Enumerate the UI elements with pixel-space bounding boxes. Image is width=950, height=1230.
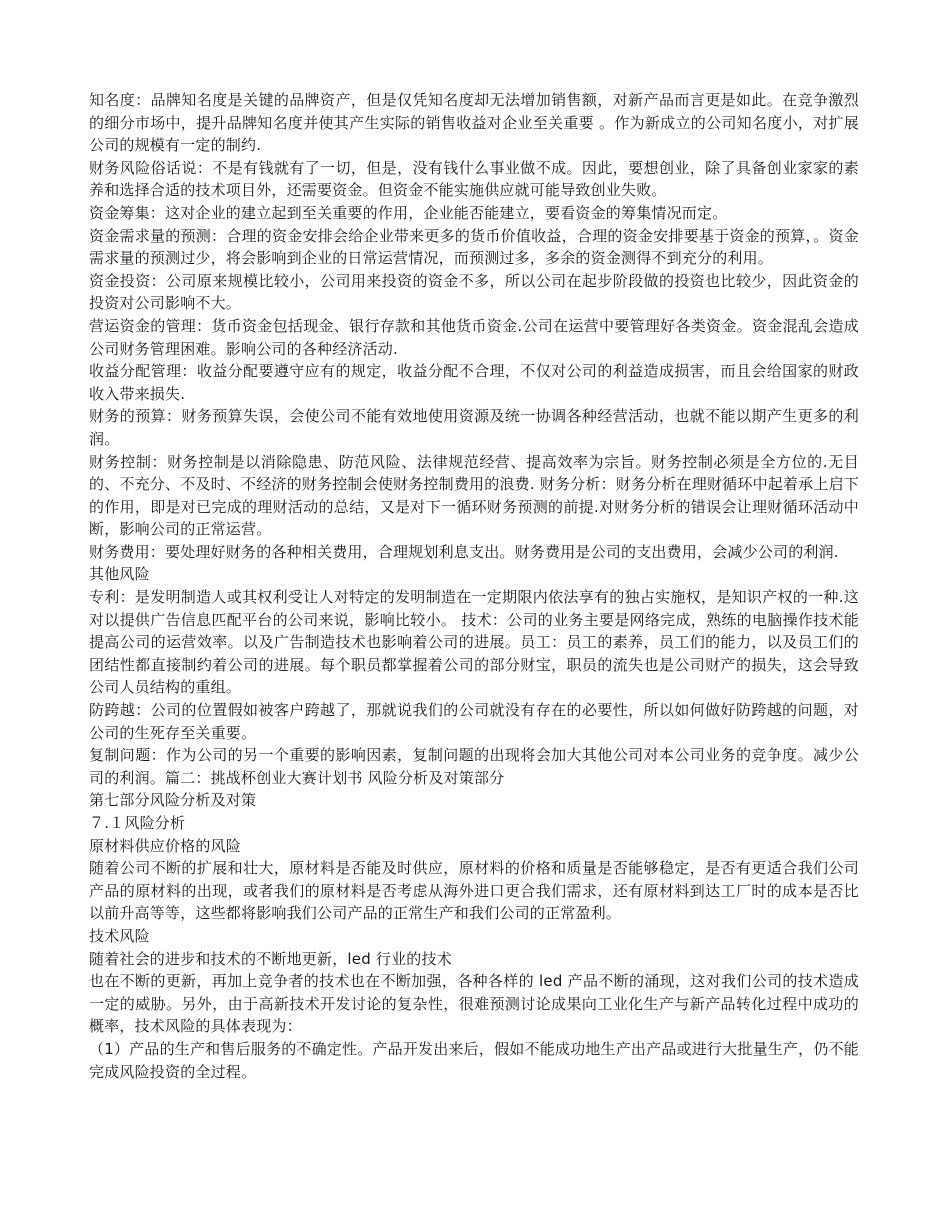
heading-part-seven: 第七部分风险分析及对策 <box>89 791 257 810</box>
paragraph-profit-distribution: 收益分配管理：收益分配要遵守应有的规定，收益分配不合理，不仅对公司的利益造成损害，而且会给国家的财政收入带来损失. <box>89 362 859 403</box>
paragraph-financial-control: 财务控制：财务控制是以消除隐患、防范风险、法律规范经营、提高效率为宗旨。财务控制必须是全方位的.无目的、不充分、不及时、不经济的财务控制会使财务控制费用的浪费. 财务分析：财务分析在理财循环中起着承上启下的作用，即是对已完成的理财活动的总结，又是对下一循环财务预测的前提.对财务分析的错误会让理财循环活动中断，影响公司的正常运营。 <box>89 452 859 539</box>
paragraph-fundraising: 资金筹集：这对企业的建立起到至关重要的作用，企业能否能建立，要看资金的筹集情况而定。 <box>89 203 728 222</box>
heading-section-7-1: ７.１风险分析 <box>89 814 186 832</box>
paragraph-anti-bypass: 防跨越：公司的位置假如被客户跨越了，那就说我们的公司就没有存在的必要性，所以如何做好防跨越的问题，对公司的生死存至关重要。 <box>89 701 859 742</box>
paragraph-led-industry: 随着社会的进步和技术的不断地更新，led 行业的技术 <box>89 949 452 968</box>
paragraph-copy-issue: 复制问题：作为公司的另一个重要的影响因素，复制问题的出现将会加大其他公司对本公司业务的竞争度。减少公司的利润。篇二：挑战杯创业大赛计划书 风险分析及对策部分 <box>89 746 859 787</box>
heading-other-risks: 其他风险 <box>89 565 150 584</box>
paragraph-working-capital: 营运资金的管理：货币资金包括现金、银行存款和其他货币资金.公司在运营中要管理好各类资金。资金混乱会造成公司财务管理困难。影响公司的各种经济活动. <box>89 316 859 358</box>
paragraph-capital-forecast: 资金需求量的预测：合理的资金安排会给企业带来更多的货币价值收益，合理的资金安排要基于资金的预算，。资金需求量的预测过少，将会影响到企业的日常运营情况，而预测过多，多余的资金测得不到充分的利用。 <box>89 226 859 268</box>
document-body <box>89 89 859 1083</box>
paragraph-financial-expenses: 财务费用：要处理好财务的各种相关费用，合理规划利息支出。财务费用是公司的支出费用，会减少公司的利润. <box>89 542 839 561</box>
paragraph-patent-tech-staff: 专利：是发明制造人或其权利受让人对特定的发明制造在一定期限内依法享有的独占实施权，是知识产权的一种.这对以提供广告信息匹配平台的公司来说，影响比较小。 技术：公司的业务主要是网络完成，熟练的电脑操作技术能提高公司的运营效率。以及广告制造技术也影响着公司的进展。员工：员工的素养，员工们的能力，以及员工们的团结性都直接制约着公司的进展。每个职员都掌握着公司的部分财宝，职员的流失也是公司财产的损失，这会导致公司人员结构的重组。 <box>89 588 859 697</box>
paragraph-production-uncertainty: （1）产品的生产和售后服务的不确定性。产品开发出来后，假如不能成功地生产出产品或进行大批量生产，仍不能完成风险投资的全过程。 <box>89 1039 859 1081</box>
paragraph-capital-investment: 资金投资：公司原来规模比较小，公司用来投资的资金不多，所以公司在起步阶段做的投资也比较少，因此资金的投资对公司影响不大。 <box>89 271 859 313</box>
heading-technology-risk: 技术风险 <box>89 926 150 945</box>
heading-raw-material-risk: 原材料供应价格的风险 <box>89 836 242 855</box>
paragraph-tech-competition: 也在不断的更新，再加上竞争者的技术也在不断加强，各种各样的 led 产品不断的涌现，这对我们公司的技术造成一定的威胁。另外，由于高新技术开发讨论的复杂性，很难预测讨论成果向工业化生产与新产品转化过程中成功的概率，技术风险的具体表现为： <box>89 972 859 1036</box>
paragraph-financial-risk: 财务风险俗话说：不是有钱就有了一切，但是，没有钱什么事业做不成。因此，要想创业，除了具备创业家家的素养和选择合适的技术项目外，还需要资金。但资金不能实施供应就可能导致创业失败。 <box>89 158 859 200</box>
paragraph-brand-awareness: 知名度：品牌知名度是关键的品牌资产，但是仅凭知名度却无法增加销售额，对新产品而言更是如此。在竞争激烈的细分市场中，提升品牌知名度并使其产生实际的销售收益对企业至关重要 。作为新成立的公司知名度小，对扩展公司的规模有一定的制约. <box>89 91 859 155</box>
paragraph-financial-budget: 财务的预算：财务预算失误，会使公司不能有效地使用资源及统一协调各种经营活动，也就不能以期产生更多的利润。 <box>89 407 859 448</box>
paragraph-raw-material: 随着公司不断的扩展和壮大，原材料是否能及时供应，原材料的价格和质量是否能够稳定，是否有更适合我们公司产品的原材料的出现，或者我们的原材料是否考虑从海外进口更合我们需求，还有原材料到达工厂时的成本是否比以前升高等等，这些都将影响我们公司产品的正常生产和我们公司的正常盈利。 <box>89 859 859 923</box>
